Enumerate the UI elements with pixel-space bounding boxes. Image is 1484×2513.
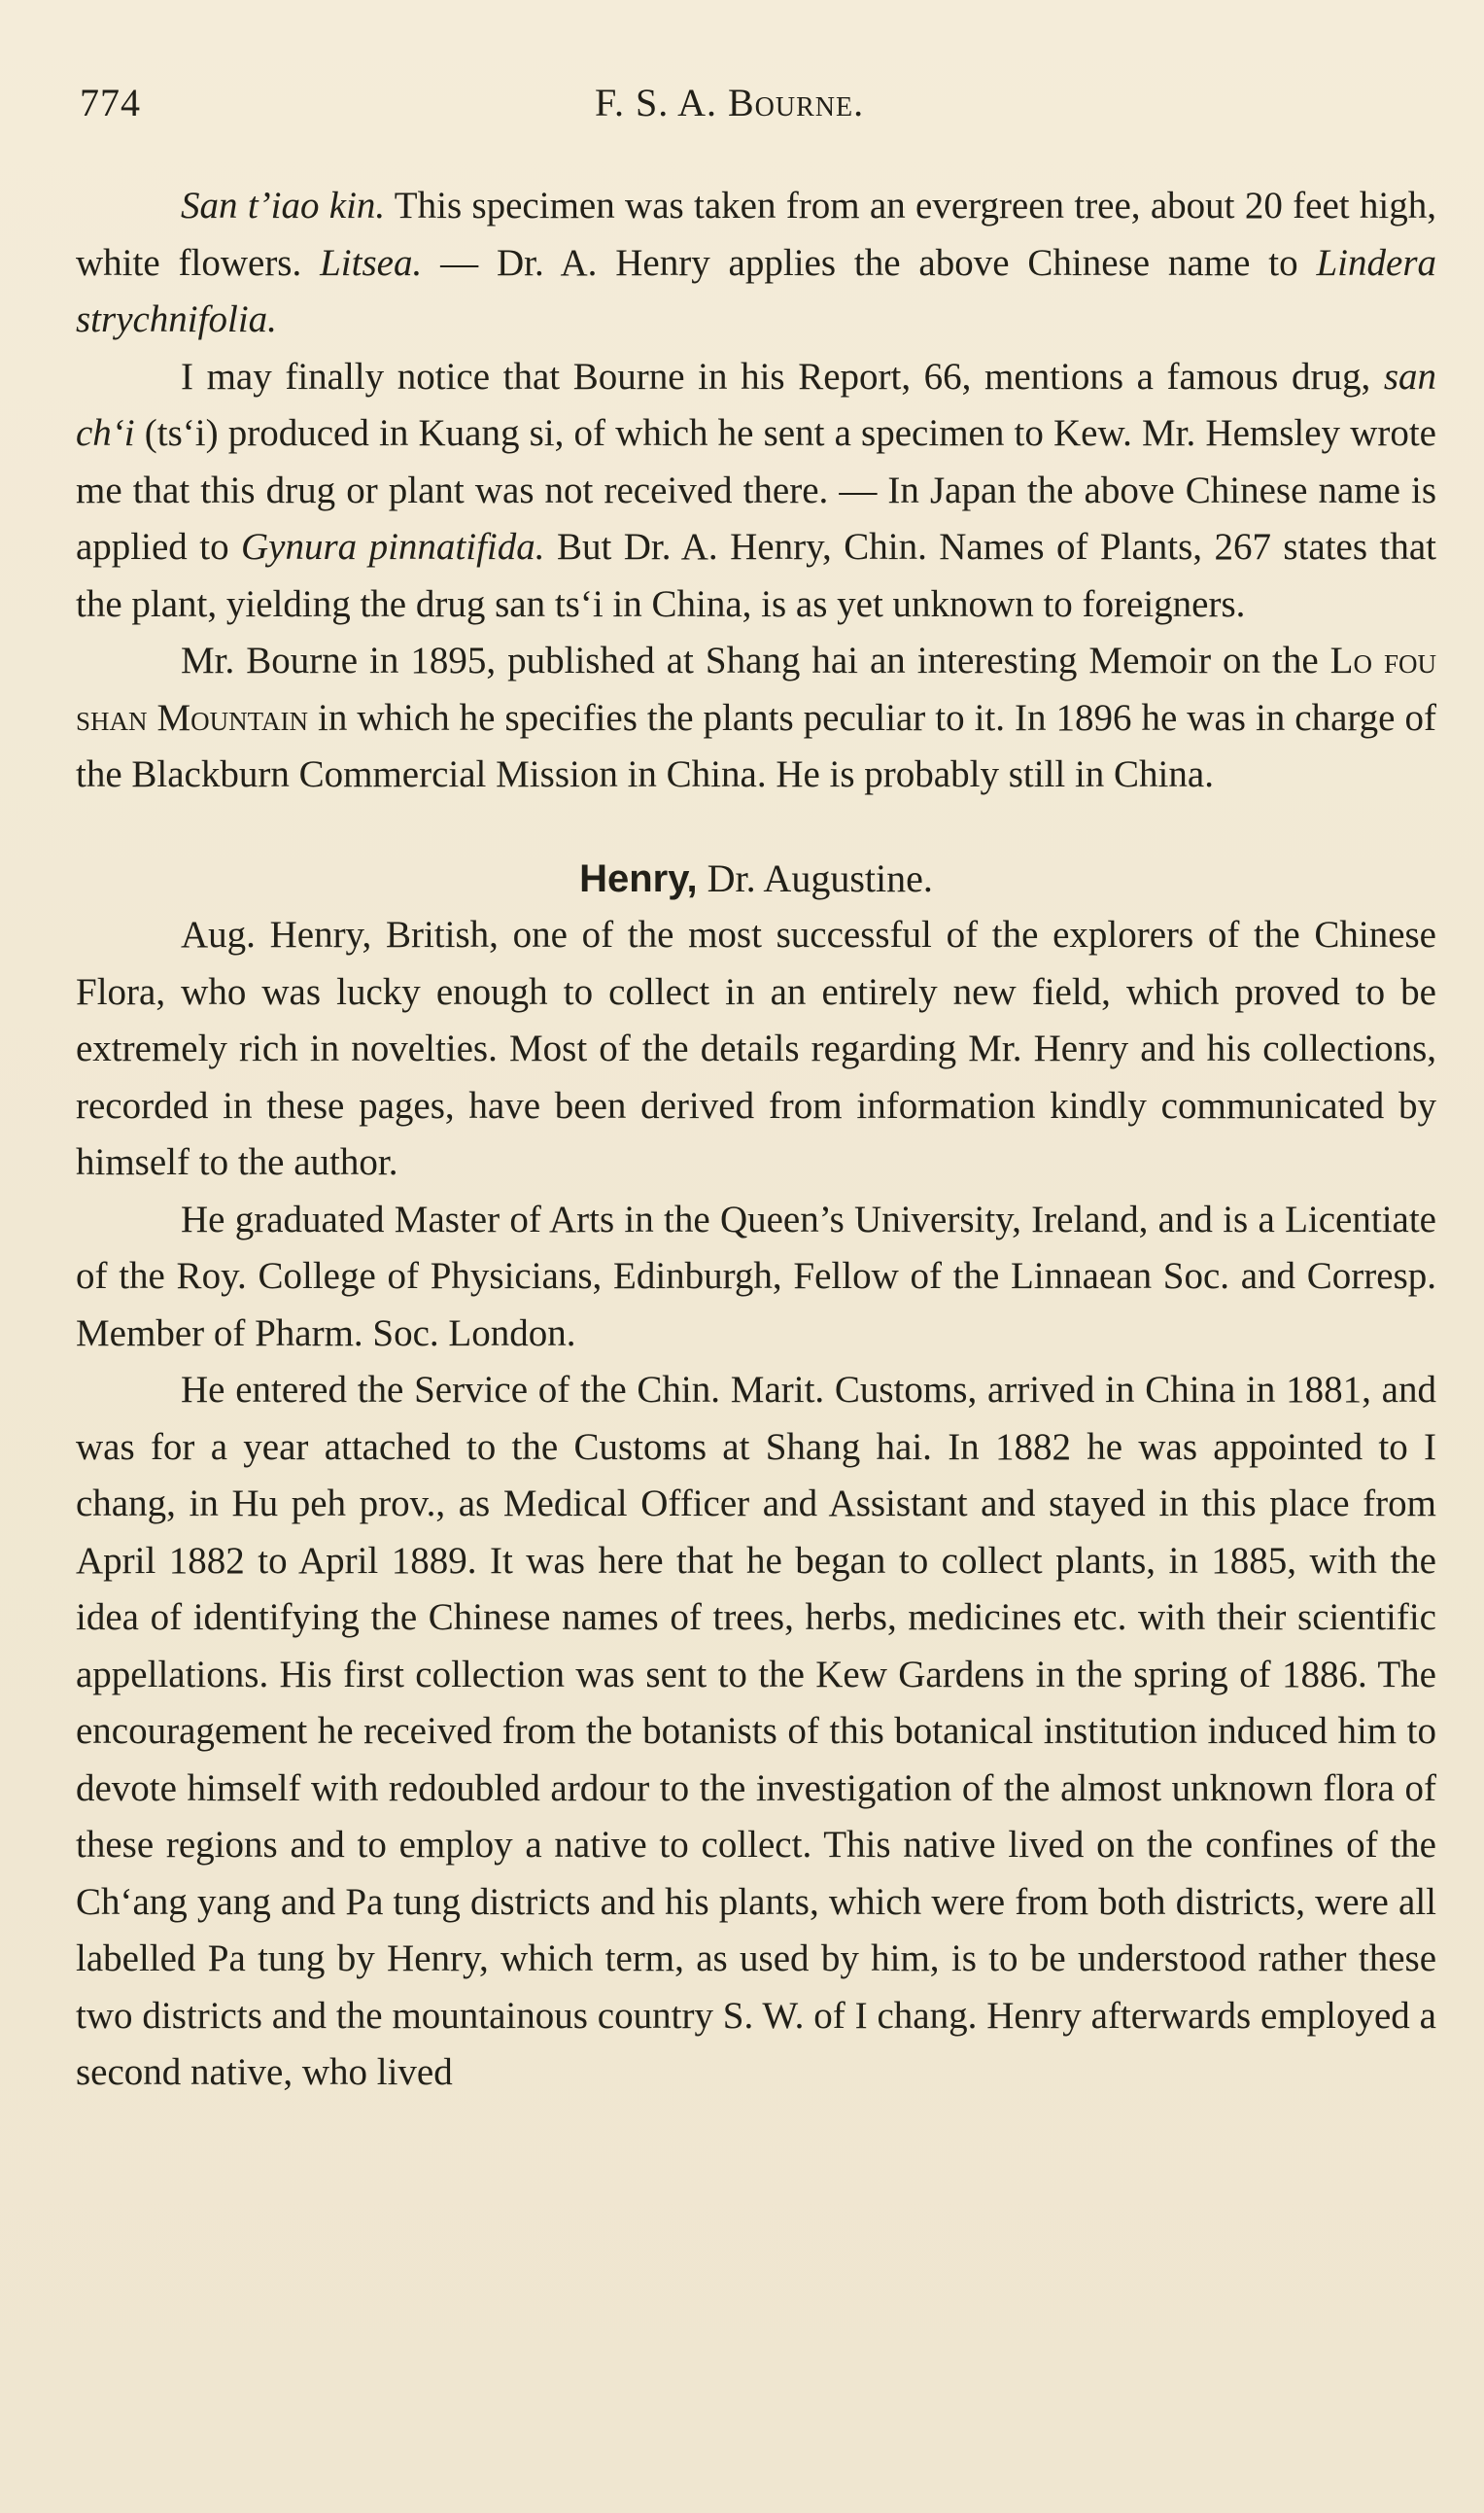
paragraph-san-tiao-kin (76, 178, 1436, 349)
paragraph-henry-education: He graduated Master of Arts in the Queen’s University, Ireland, and is a Licentiate of the Roy. College of Physicians, Edinburgh, Fellow of the Linnaean Soc. and Corresp. Member of Pharm. Soc. London. (76, 1198, 1436, 1354)
paragraph-lo-fou-shan (76, 633, 1436, 804)
page-number: 774 (80, 81, 141, 124)
paragraph-text: But Dr. A. Henry, Chin. Names of Plants, 267 states that the plant, yielding the drug san tsʻi in China, is as yet unknown to foreigners. (76, 526, 1436, 625)
paragraph-text: in which he specifies the plants peculiar to it. In 1896 he was in charge of the Blackburn Commercial Mission in China. He is probably still in China. (76, 696, 1436, 795)
drug-name-chinese: san chʻi (76, 355, 1436, 454)
mountain-name: Lo fou shan Mountain (76, 640, 1436, 739)
paragraph-henry-career: He entered the Service of the Chin. Marit. Customs, arrived in China in 1881, and was for a year attached to the Customs at Shang hai. In 1882 he was appointed to I chang, in Hu peh prov., as Medical Officer and Assistant and stayed in this place from April 1882 to April 1889. It was here that he began to collect plants, in 1885, with the idea of identifying the Chinese names of trees, herbs, medicines etc. with their scientific appellations. His first collection was sent to the Kew Gardens in the spring of 1886. The encouragement he received from the botanists of this botanical institution induced him to devote himself with redoubled ardour to the investigation of the almost unknown flora of these regions and to employ a native to collect. This native lived on the confines of the Chʻang yang and Pa tung districts and his plants, which were from both districts, were all labelled Pa tung by Henry, which term, as used by him, is to be understood rather these two districts and the mountainous country S. W. of I chang. Henry afterwards employed a second native, who lived (76, 1369, 1436, 2093)
species-name: Gynura pinnatifida. (241, 526, 545, 568)
paragraph-text: (tsʻi) produced in Kuang si, of which he sent a specimen to Kew. Mr. Hemsley wrote me that this drug or plant was not received there. — In Japan the above Chinese name is applied to (76, 412, 1436, 568)
page-body (76, 178, 1436, 2102)
genus-name: Litsea. (320, 241, 423, 284)
paragraph-text: I may finally notice that Bourne in his Report, 66, mentions a famous drug, (181, 355, 1384, 398)
paragraph-san-chi (76, 349, 1436, 634)
species-name: Lindera strychnifolia. (76, 241, 1436, 340)
section-heading (76, 851, 1436, 908)
paragraph-henry-intro: Aug. Henry, British, one of the most successful of the explorers of the Chinese Flora, who was lucky enough to collect in an entirely new field, which proved to be extremely rich in novelties. Most of the details regarding Mr. Henry and his collections, recorded in these pages, have been derived from information kindly communicated by himself to the author. (76, 914, 1436, 1183)
paragraph-text: — Dr. A. Henry applies the above Chinese name to (422, 241, 1317, 284)
page-header (80, 80, 1424, 128)
section-heading-rest: Dr. Augustine. (697, 855, 933, 900)
paragraph-text: This specimen was taken from an evergreen tree, about 20 feet high, white flowers. (76, 185, 1436, 284)
paragraph-text: Mr. Bourne in 1895, published at Shang hai an interesting Memoir on the (181, 640, 1330, 681)
running-head: F. S. A. Bourne. (595, 81, 865, 124)
plant-name-chinese: San tʼiao kin. (181, 185, 386, 227)
section-heading-name: Henry, (579, 856, 698, 900)
